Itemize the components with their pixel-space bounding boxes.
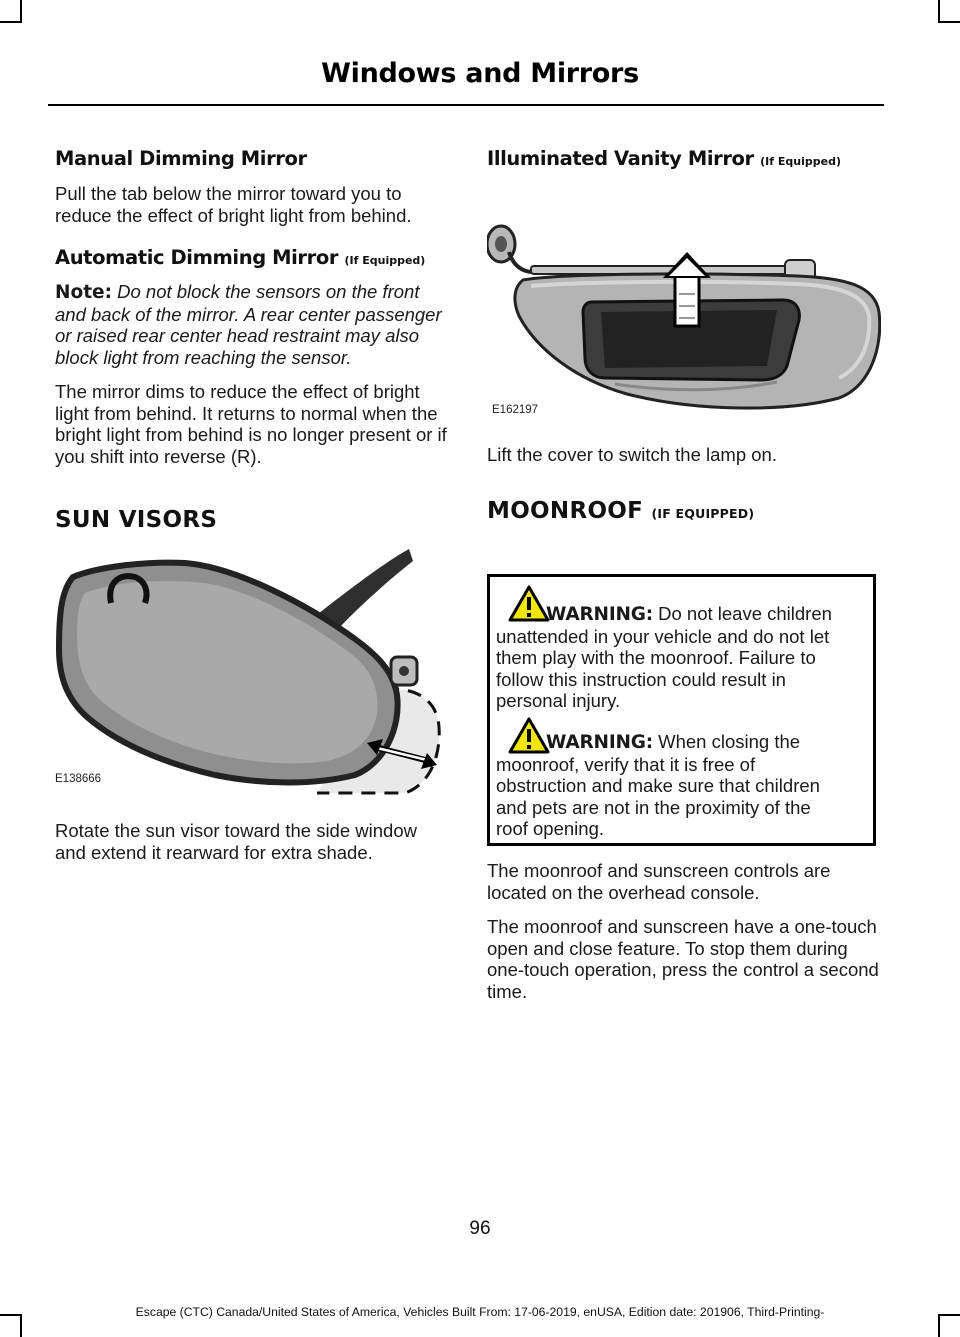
left-column bbox=[55, 143, 449, 863]
if-equipped-tag: (If Equipped) bbox=[344, 254, 426, 267]
controls-location-text: The moonroof and sunscreen controls are located on the overhead console. bbox=[487, 860, 831, 903]
figure-code: E162197 bbox=[492, 404, 539, 416]
sun-visor-figure bbox=[55, 549, 449, 797]
vanity-mirror-text: Lift the cover to switch the lamp on. bbox=[487, 444, 777, 465]
auto-dimming-note bbox=[55, 281, 449, 368]
warning-box bbox=[487, 574, 876, 846]
page-title: Windows and Mirrors bbox=[321, 58, 639, 89]
crop-mark bbox=[20, 0, 22, 22]
manual-dimming-text: Pull the tab below the mirror toward you to reduce the effect of bright light from behind. bbox=[55, 183, 412, 226]
sun-visor-illustration bbox=[55, 549, 449, 797]
crop-mark bbox=[938, 21, 960, 23]
one-touch-text: The moonroof and sunscreen have a one-touch open and close feature. To stop them during one-touch operation, press the control a second time. bbox=[487, 916, 879, 1002]
warning-1 bbox=[496, 603, 846, 712]
footer-text: Escape (CTC) Canada/United States of America, Vehicles Built From: 17-06-2019, enUSA, Edition date: 201906, Third-Printing- bbox=[135, 1305, 825, 1319]
sun-visors-heading: SUN VISORS bbox=[55, 507, 218, 533]
note-text: Do not block the sensors on the front and back of the mirror. A rear center passenger or raised rear center head restraint may also block light from reaching the sensor. bbox=[55, 281, 442, 368]
moonroof-title: MOONROOF bbox=[487, 497, 644, 524]
warning-text: Do not leave children unattended in your vehicle and do not let them play with the moonroof. Failure to follow this instruction could result in personal injury. bbox=[496, 603, 832, 712]
vanity-mirror-title: Illuminated Vanity Mirror bbox=[487, 147, 754, 170]
right-column bbox=[487, 143, 881, 524]
vanity-mirror-illustration bbox=[487, 216, 881, 436]
moonroof-body bbox=[487, 860, 881, 1002]
header-divider bbox=[48, 104, 884, 106]
vanity-mirror-heading bbox=[487, 147, 881, 170]
crop-mark bbox=[938, 0, 940, 22]
auto-dimming-heading bbox=[55, 246, 449, 269]
auto-dimming-text: The mirror dims to reduce the effect of bright light from behind. It returns to normal when the bright light from behind is no longer present or if you shift into reverse (R). bbox=[55, 381, 447, 467]
figure-code: E138666 bbox=[55, 773, 102, 785]
note-label: Note: bbox=[55, 282, 112, 303]
page-number: 96 bbox=[469, 1218, 491, 1239]
auto-dimming-title: Automatic Dimming Mirror bbox=[55, 246, 339, 269]
warning-2 bbox=[496, 731, 846, 840]
if-equipped-tag: (IF EQUIPPED) bbox=[651, 505, 755, 521]
warning-label: WARNING: bbox=[546, 732, 653, 753]
sun-visor-text: Rotate the sun visor toward the side window and extend it rearward for extra shade. bbox=[55, 820, 417, 863]
moonroof-heading bbox=[487, 498, 881, 524]
crop-mark bbox=[0, 21, 22, 23]
warning-label: WARNING: bbox=[546, 604, 653, 625]
manual-dimming-heading: Manual Dimming Mirror bbox=[55, 147, 307, 170]
warning-text: When closing the moonroof, verify that it is free of obstruction and make sure that children and pets are not in the proximity of the roof opening. bbox=[496, 731, 820, 840]
vanity-mirror-figure bbox=[487, 216, 881, 456]
if-equipped-tag: (If Equipped) bbox=[760, 155, 841, 168]
